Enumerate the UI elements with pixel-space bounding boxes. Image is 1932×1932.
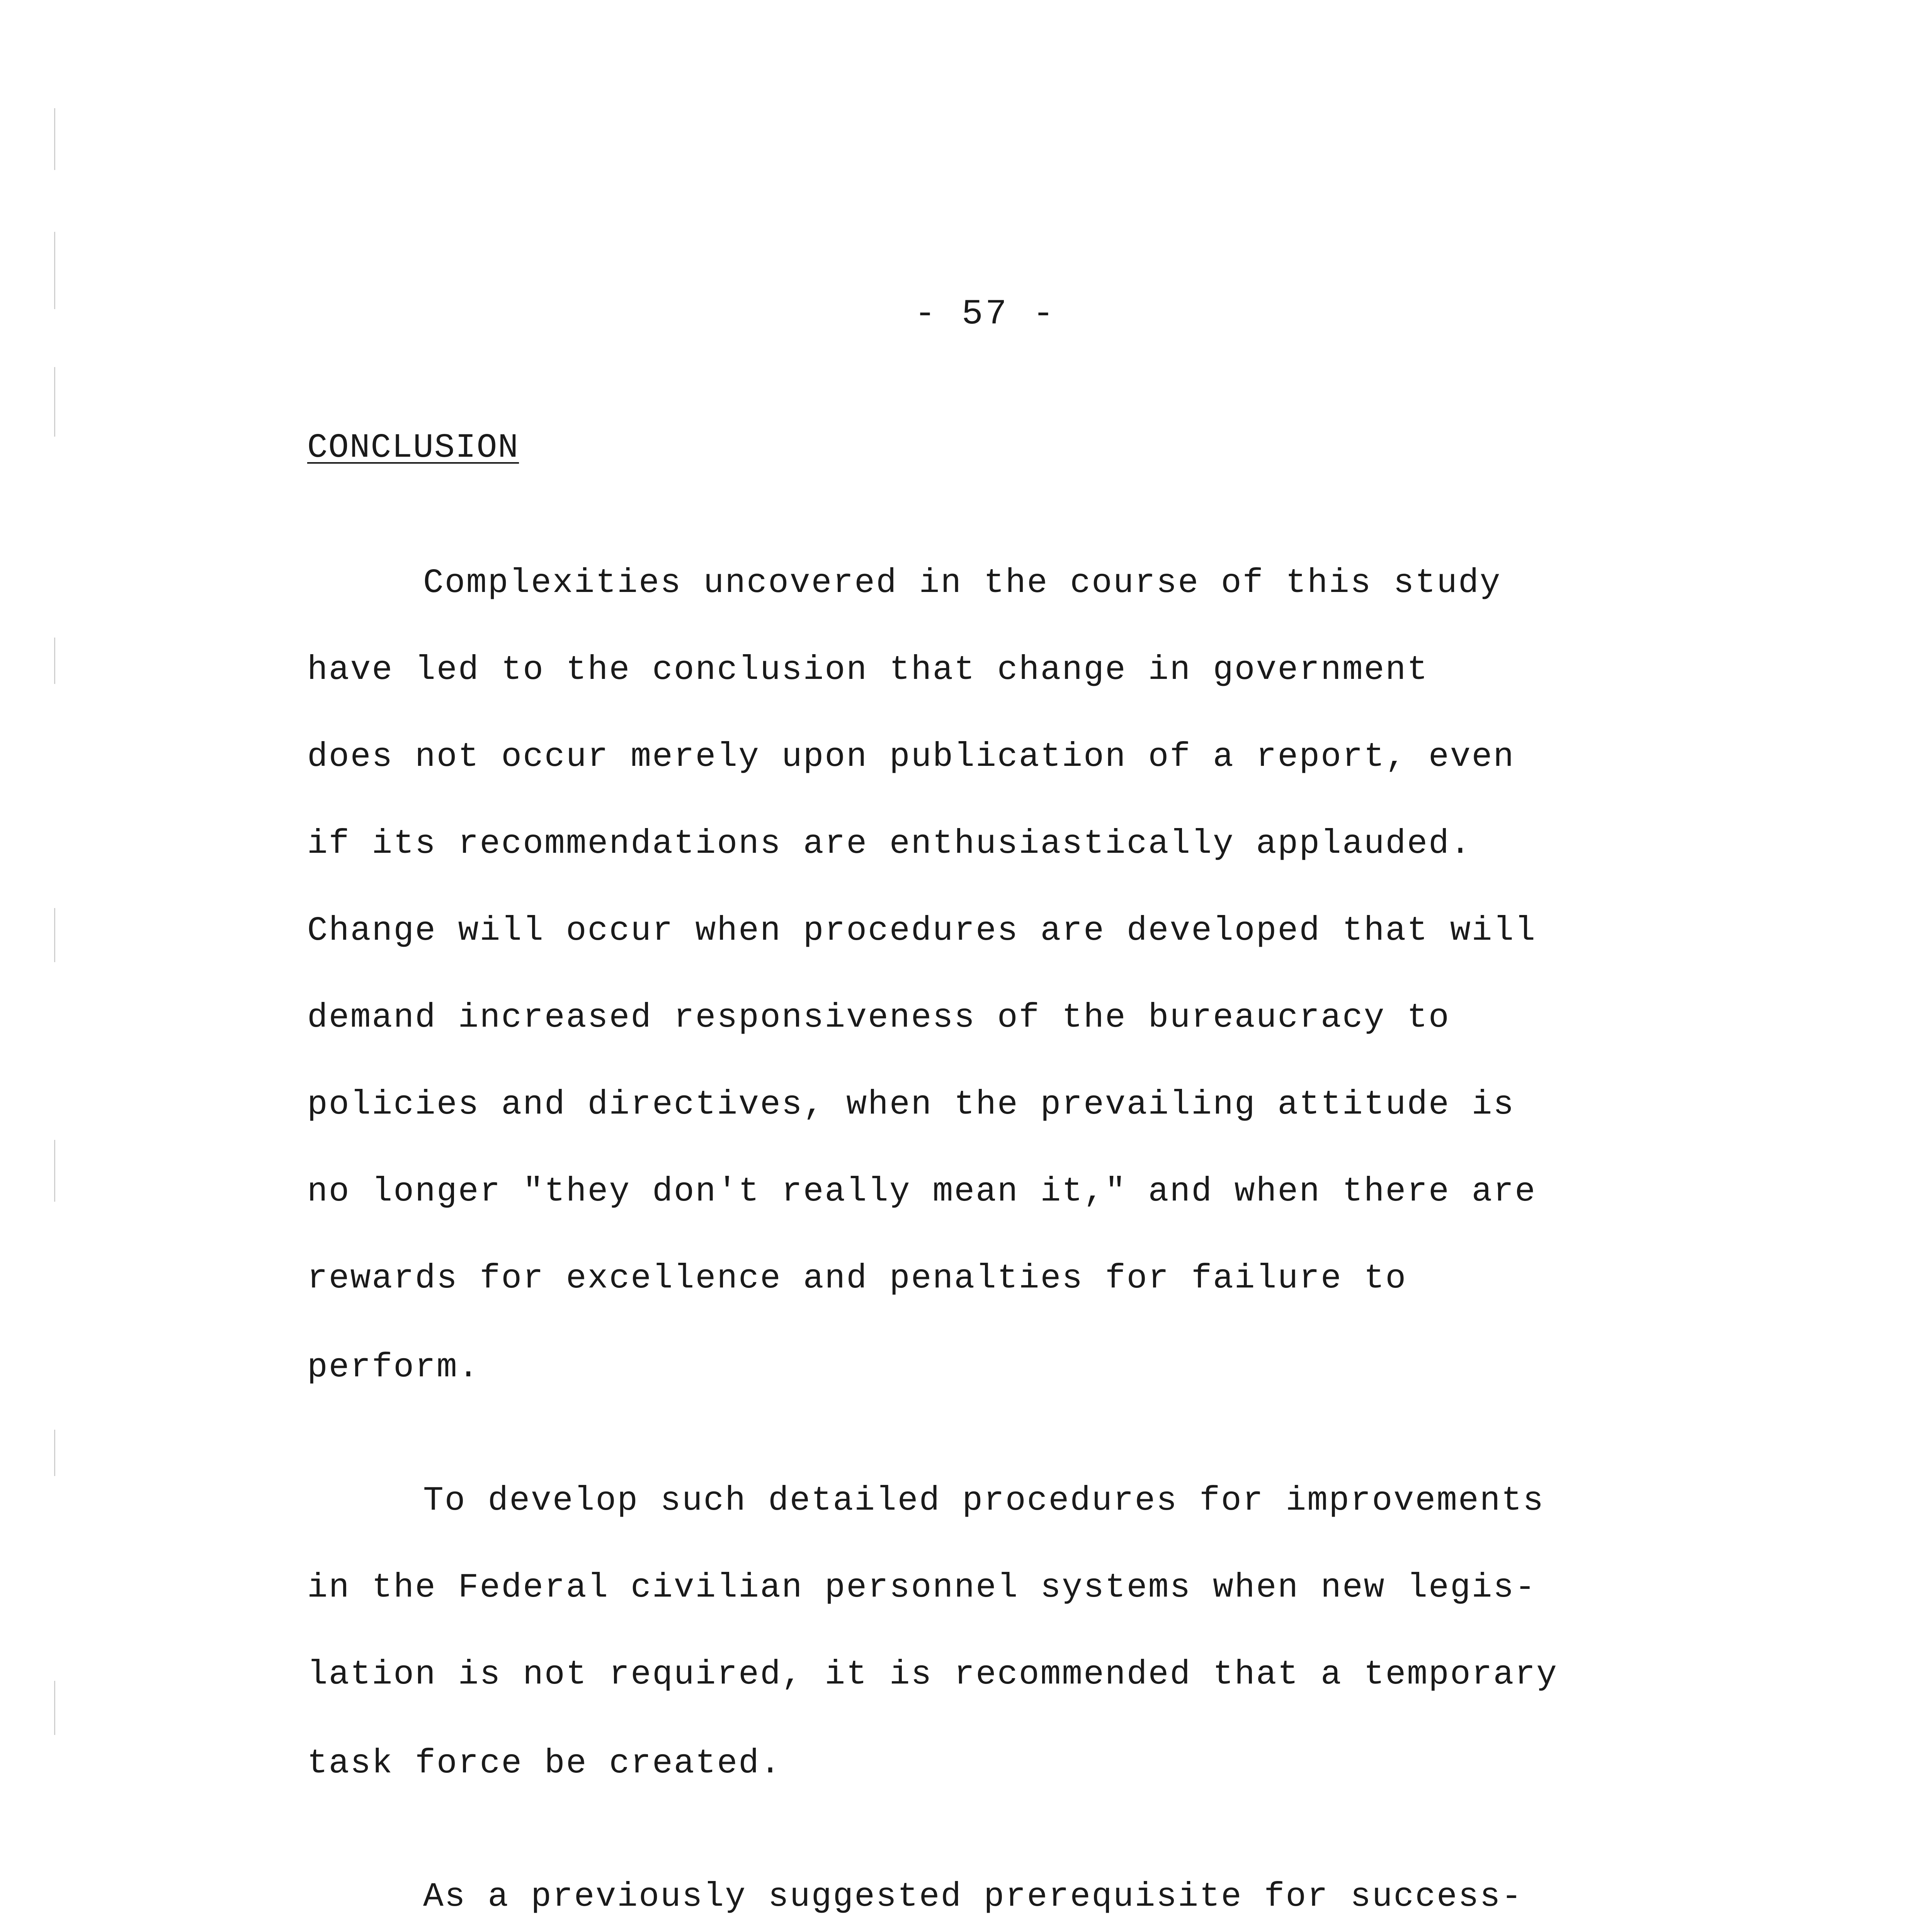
scan-artifact <box>54 1681 55 1735</box>
scan-artifact <box>54 367 55 437</box>
paragraph-1-line: Complexities uncovered in the course of this study <box>423 564 1502 602</box>
paragraph-1-line: perform. <box>307 1349 480 1387</box>
paragraph-2-line: task force be created. <box>307 1745 782 1783</box>
paragraph-1-line: policies and directives, when the prevailing attitude is <box>307 1086 1515 1124</box>
paragraph-1-line: no longer "they don't really mean it," and when there are <box>307 1173 1537 1211</box>
paragraph-1-line: demand increased responsiveness of the bureaucracy to <box>307 999 1450 1037</box>
paragraph-2-line: in the Federal civilian personnel systems when new legis- <box>307 1569 1537 1607</box>
paragraph-1-line: if its recommendations are enthusiastically applauded. <box>307 825 1472 863</box>
paragraph-3-line: As a previously suggested prerequisite for success- <box>423 1878 1523 1916</box>
paragraph-1-line: Change will occur when procedures are developed that will <box>307 912 1537 950</box>
scan-artifact <box>54 908 55 962</box>
section-heading: CONCLUSION <box>307 429 519 467</box>
scan-artifact <box>54 108 55 170</box>
page-number: - 57 - <box>914 294 1056 334</box>
paragraph-1-line: does not occur merely upon publication of a report, even <box>307 738 1515 776</box>
paragraph-2-line: To develop such detailed procedures for improvements <box>423 1482 1545 1520</box>
scan-artifact <box>54 1140 55 1202</box>
scan-artifact <box>54 638 55 684</box>
paragraph-2-line: lation is not required, it is recommended that a temporary <box>307 1656 1558 1694</box>
scan-artifact <box>54 1430 55 1476</box>
paragraph-1-line: rewards for excellence and penalties for failure to <box>307 1260 1407 1298</box>
paragraph-1-line: have led to the conclusion that change in government <box>307 651 1429 689</box>
